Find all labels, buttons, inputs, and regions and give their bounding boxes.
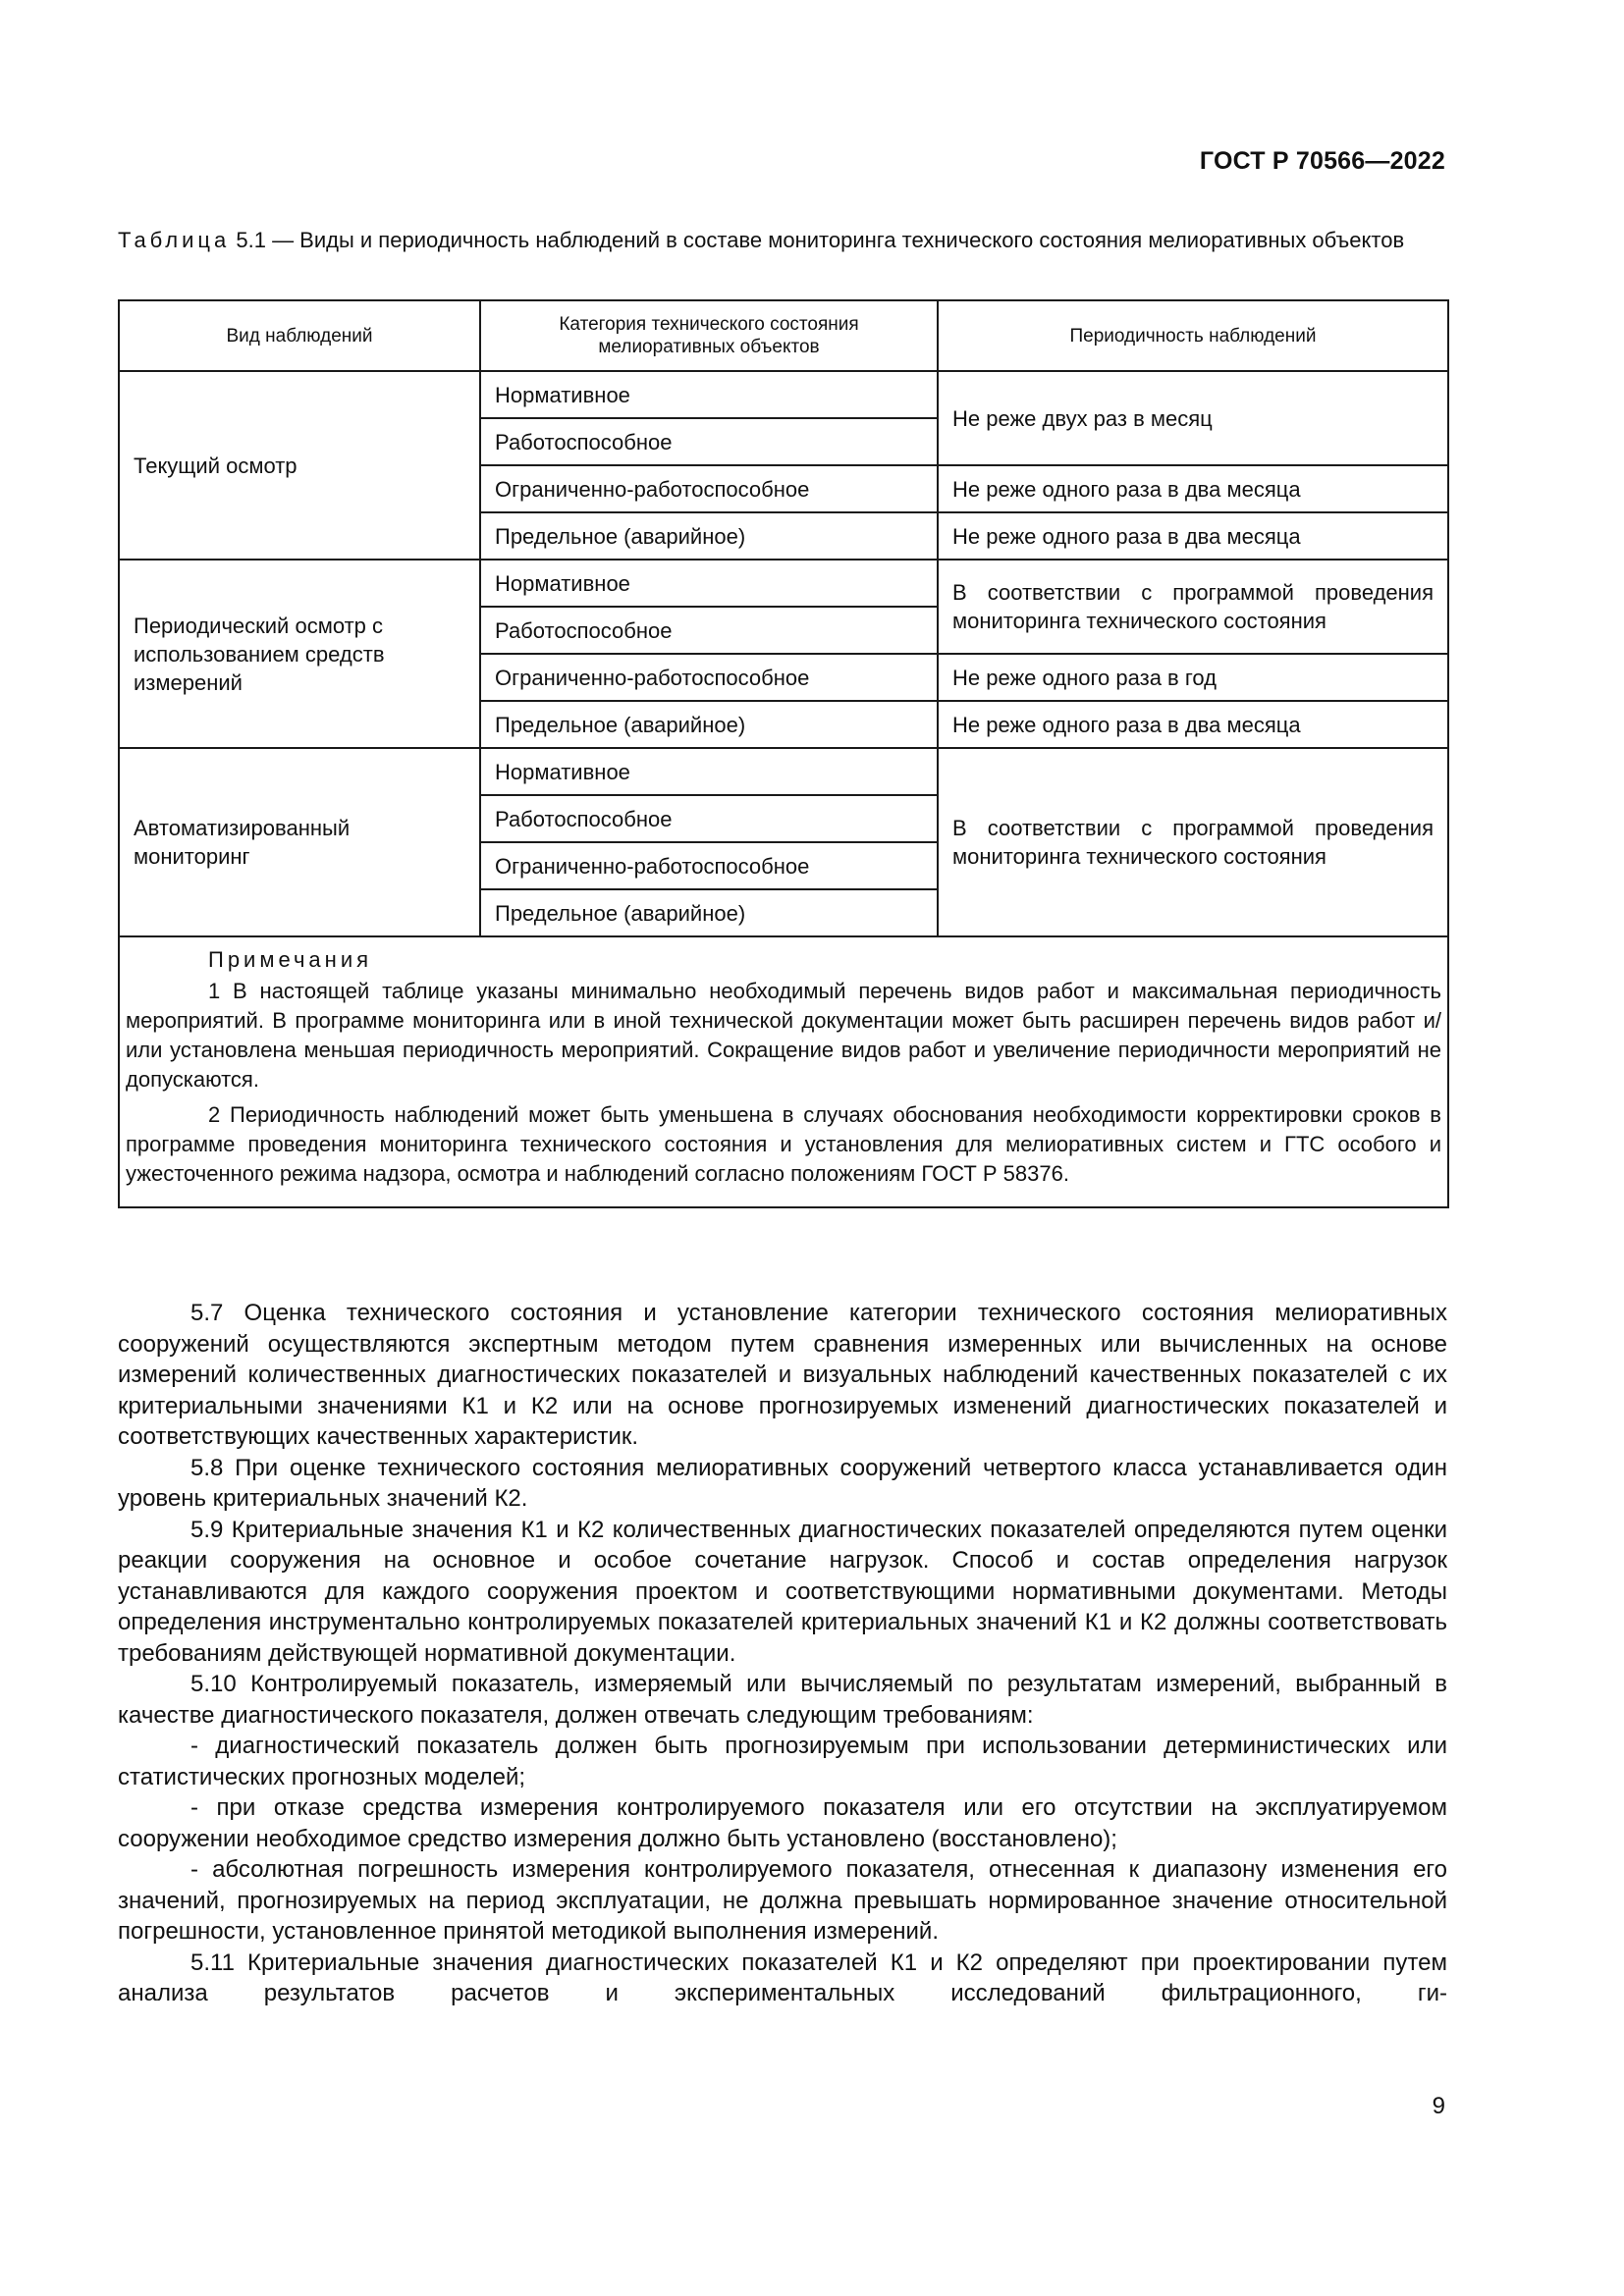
observation-type-cell: Текущий осмотр bbox=[119, 371, 480, 560]
category-cell: Нормативное bbox=[480, 560, 938, 607]
period-cell: В соответствии с программой проведения мониторинга технического состояния bbox=[938, 748, 1448, 936]
notes-row bbox=[119, 936, 1448, 1207]
caption-prefix: Таблица bbox=[118, 228, 231, 252]
paragraph-5-7: 5.7 Оценка технического состояния и установление категории технического состояния мелиоративных сооружений осуществляются экспертным методом путем сравнения измеренных или вычисленных на основе измерений количественных диагностических показателей и визуальных наблюдений качественных показателей с их критериальными значениями К1 и К2 или на основе прогнозируемых изменений диагностических показателей и соответствующих качественных характеристик. bbox=[118, 1300, 1447, 1450]
paragraph-5-10: 5.10 Контролируемый показатель, измеряемый или вычисляемый по результатам измерений, выбранный в качестве диагностического показателя, должен отвечать следующим требованиям: bbox=[118, 1671, 1447, 1729]
body-text bbox=[118, 1298, 1447, 2009]
period-cell: В соответствии с программой проведения мониторинга технического состояния bbox=[938, 560, 1448, 654]
note-item: 2 Периодичность наблюдений может быть уменьшена в случаях обоснования необходимости корректировки сроков в программе проведения мониторинга технического состояния и установления для мелиоративных систем и ГТС особого и ужесточенного режима надзора, осмотра и наблюдений согласно положениям ГОСТ Р 58376. bbox=[126, 1102, 1441, 1186]
table-header-row bbox=[119, 300, 1448, 371]
category-cell: Нормативное bbox=[480, 748, 938, 795]
period-cell: Не реже одного раза в два месяца bbox=[938, 465, 1448, 512]
header-state-category: Категория технического состояния мелиоративных объектов bbox=[480, 300, 938, 371]
table-row bbox=[119, 748, 1448, 795]
period-cell: Не реже одного раза в два месяца bbox=[938, 701, 1448, 748]
observation-type-cell: Автоматизированный мониторинг bbox=[119, 748, 480, 936]
category-cell: Работоспособное bbox=[480, 795, 938, 842]
observations-table bbox=[118, 299, 1449, 1208]
requirement-item: - при отказе средства измерения контролируемого показателя или его отсутствии на эксплуатируемом сооружении необходимое средство измерения должно быть установлено (восстановлено); bbox=[118, 1794, 1447, 1852]
requirement-item: - абсолютная погрешность измерения контролируемого показателя, отнесенная к диапазону изменения его значений, прогнозируемых на период эксплуатации, не должна превышать нормированное значение относительной погрешности, установленное принятой методикой выполнения измерений. bbox=[118, 1856, 1447, 1945]
observation-type-cell: Периодический осмотр с использованием средств измерений bbox=[119, 560, 480, 748]
category-cell: Предельное (аварийное) bbox=[480, 889, 938, 936]
category-cell: Работоспособное bbox=[480, 418, 938, 465]
category-cell: Ограниченно-работоспособное bbox=[480, 654, 938, 701]
category-cell: Нормативное bbox=[480, 371, 938, 418]
category-cell: Предельное (аварийное) bbox=[480, 701, 938, 748]
period-cell: Не реже одного раза в два месяца bbox=[938, 512, 1448, 560]
note-item: 1 В настоящей таблице указаны минимально необходимый перечень видов работ и максимальная периодичность мероприятий. В программе мониторинга или в иной технической документации может быть расширен перечень видов работ и/или установлена меньшая периодичность мероприятий. Сокращение видов работ и увеличение периодичности мероприятий не допускаются. bbox=[126, 979, 1441, 1092]
category-cell: Ограниченно-работоспособное bbox=[480, 842, 938, 889]
category-cell: Работоспособное bbox=[480, 607, 938, 654]
paragraph-5-11: 5.11 Критериальные значения диагностических показателей К1 и К2 определяют при проектировании путем анализа результатов расчетов и экспериментальных исследований фильтрационного, ги- bbox=[118, 1949, 1447, 2006]
table-row bbox=[119, 371, 1448, 418]
header-observation-type: Вид наблюдений bbox=[119, 300, 480, 371]
category-cell: Предельное (аварийное) bbox=[480, 512, 938, 560]
requirement-item: - диагностический показатель должен быть прогнозируемым при использовании детерминистических или статистических прогнозных моделей; bbox=[118, 1733, 1447, 1790]
table-row bbox=[119, 560, 1448, 607]
table-notes bbox=[119, 936, 1448, 1207]
category-cell: Ограниченно-работоспособное bbox=[480, 465, 938, 512]
notes-title: Примечания bbox=[208, 947, 373, 972]
caption-text: 5.1 — Виды и периодичность наблюдений в составе мониторинга технического состояния мелиоративных объектов bbox=[230, 228, 1405, 252]
page-number: 9 bbox=[1432, 2093, 1445, 2119]
period-cell: Не реже двух раз в месяц bbox=[938, 371, 1448, 465]
header-periodicity: Периодичность наблюдений bbox=[938, 300, 1448, 371]
period-cell: Не реже одного раза в год bbox=[938, 654, 1448, 701]
table-caption bbox=[118, 226, 1443, 255]
paragraph-5-9: 5.9 Критериальные значения К1 и К2 количественных диагностических показателей определяются путем оценки реакции сооружения на основное и особое сочетание нагрузок. Способ и состав определения нагрузок устанавливаются для каждого сооружения проектом и соответствующими нормативными документами. Методы определения инструментально контролируемых показателей критериальных значений К1 и К2 должны соответствовать требованиям действующей нормативной документации. bbox=[118, 1516, 1447, 1667]
document-id: ГОСТ Р 70566—2022 bbox=[1199, 147, 1445, 175]
paragraph-5-8: 5.8 При оценке технического состояния мелиоративных сооружений четвертого класса устанавливается один уровень критериальных значений К2. bbox=[118, 1454, 1447, 1512]
